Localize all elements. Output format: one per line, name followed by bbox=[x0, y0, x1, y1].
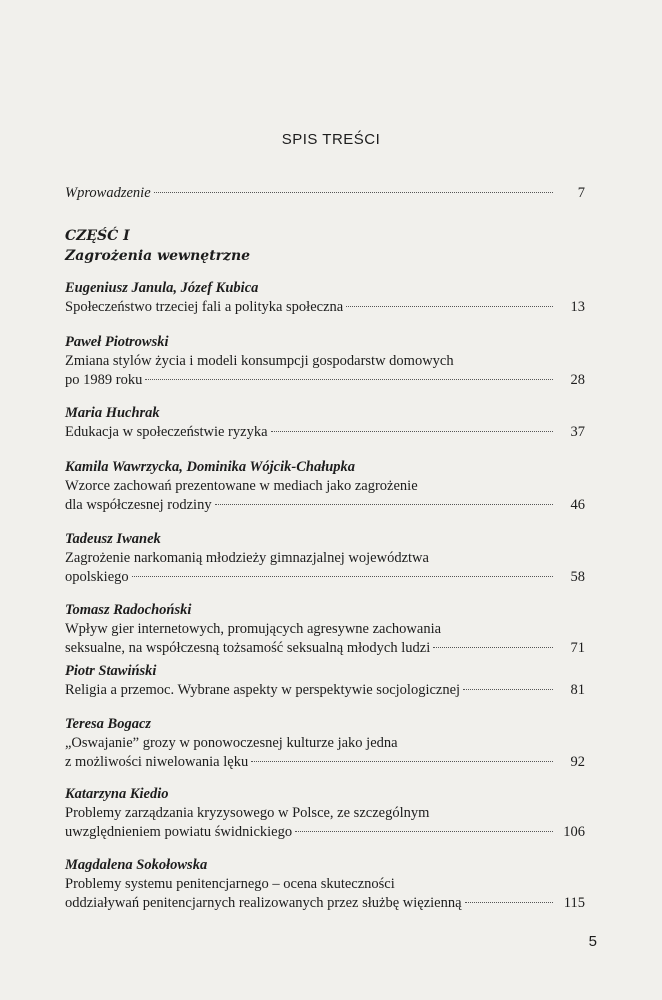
entry-title: Społeczeństwo trzeciej fali a polityka społeczna bbox=[65, 299, 344, 315]
entry-title-cont: po 1989 roku bbox=[65, 372, 143, 388]
intro-page: 7 bbox=[577, 185, 585, 201]
entry-page: 46 bbox=[570, 497, 585, 513]
toc-entry bbox=[65, 333, 585, 390]
entry-title: Edukacja w społeczeństwie ryzyka bbox=[65, 424, 268, 440]
entry-title-cont: seksualne, na współczesną tożsamość seksualną młodych ludzi bbox=[65, 640, 431, 656]
entry-page: 58 bbox=[570, 569, 585, 585]
part-label: CZĘŚĆ I bbox=[65, 228, 130, 244]
entry-page: 37 bbox=[570, 424, 585, 440]
entry-title: Wpływ gier internetowych, promujących agresywne zachowania bbox=[65, 621, 442, 637]
leader-dots bbox=[251, 761, 553, 762]
entry-page: 106 bbox=[563, 824, 585, 840]
entry-title-cont: opolskiego bbox=[65, 569, 129, 585]
leader-dots bbox=[145, 379, 553, 380]
toc-entry bbox=[65, 662, 585, 700]
leader-dots bbox=[463, 689, 553, 690]
entry-page: 71 bbox=[570, 640, 585, 656]
entry-title: Problemy systemu penitencjarnego – ocena skuteczności bbox=[65, 876, 395, 892]
toc-intro bbox=[65, 184, 585, 203]
part-heading bbox=[65, 226, 585, 266]
toc-entry bbox=[65, 530, 585, 587]
toc-entry bbox=[65, 856, 585, 913]
entry-page: 13 bbox=[570, 299, 585, 315]
toc-entry bbox=[65, 279, 585, 317]
entry-author: Tomasz Radochoński bbox=[65, 602, 192, 618]
entry-title-cont: uwzględnieniem powiatu świdnickiego bbox=[65, 824, 293, 840]
leader-dots bbox=[295, 831, 553, 832]
leader-dots bbox=[215, 504, 553, 505]
entry-title: „Oswajanie” grozy w ponowoczesnej kulturze jako jedna bbox=[65, 735, 398, 751]
toc-entry bbox=[65, 785, 585, 842]
entry-author: Eugeniusz Janula, Józef Kubica bbox=[65, 280, 259, 296]
entry-author: Katarzyna Kiedio bbox=[65, 786, 169, 802]
entry-author: Paweł Piotrowski bbox=[65, 334, 169, 350]
entry-title: Religia a przemoc. Wybrane aspekty w perspektywie socjologicznej bbox=[65, 682, 461, 698]
entry-page: 28 bbox=[570, 372, 585, 388]
entry-title: Zagrożenie narkomanią młodzieży gimnazjalnej województwa bbox=[65, 550, 429, 566]
entry-author: Magdalena Sokołowska bbox=[65, 857, 208, 873]
entry-author: Kamila Wawrzycka, Dominika Wójcik-Chałupka bbox=[65, 459, 356, 475]
page-title: SPIS TREŚCI bbox=[281, 131, 381, 148]
toc-entry bbox=[65, 458, 585, 515]
entry-page: 92 bbox=[570, 754, 585, 770]
toc-entry bbox=[65, 404, 585, 442]
entry-title-cont: dla współczesnej rodziny bbox=[65, 497, 212, 513]
part-subtitle: Zagrożenia wewnętrzne bbox=[65, 248, 251, 264]
page-number: 5 bbox=[588, 933, 597, 950]
entry-author: Tadeusz Iwanek bbox=[65, 531, 161, 547]
intro-label: Wprowadzenie bbox=[65, 185, 151, 201]
entry-page: 81 bbox=[570, 682, 585, 698]
toc-entry bbox=[65, 715, 585, 772]
leader-dots bbox=[346, 306, 553, 307]
leader-dots bbox=[154, 192, 553, 193]
leader-dots bbox=[465, 902, 553, 903]
entry-author: Piotr Stawiński bbox=[65, 663, 157, 679]
entry-title: Wzorce zachowań prezentowane w mediach jako zagrożenie bbox=[65, 478, 418, 494]
leader-dots bbox=[271, 431, 553, 432]
entry-title: Problemy zarządzania kryzysowego w Polsce, ze szczególnym bbox=[65, 805, 430, 821]
entry-title-cont: oddziaływań penitencjarnych realizowanych przez służbę więzienną bbox=[65, 895, 462, 911]
toc-entry bbox=[65, 601, 585, 658]
leader-dots bbox=[132, 576, 553, 577]
entry-title: Zmiana stylów życia i modeli konsumpcji gospodarstw domowych bbox=[65, 353, 454, 369]
entry-author: Maria Huchrak bbox=[65, 405, 160, 421]
entry-author: Teresa Bogacz bbox=[65, 716, 152, 732]
entry-page: 115 bbox=[563, 895, 585, 911]
entry-title-cont: z możliwości niwelowania lęku bbox=[65, 754, 249, 770]
leader-dots bbox=[433, 647, 553, 648]
